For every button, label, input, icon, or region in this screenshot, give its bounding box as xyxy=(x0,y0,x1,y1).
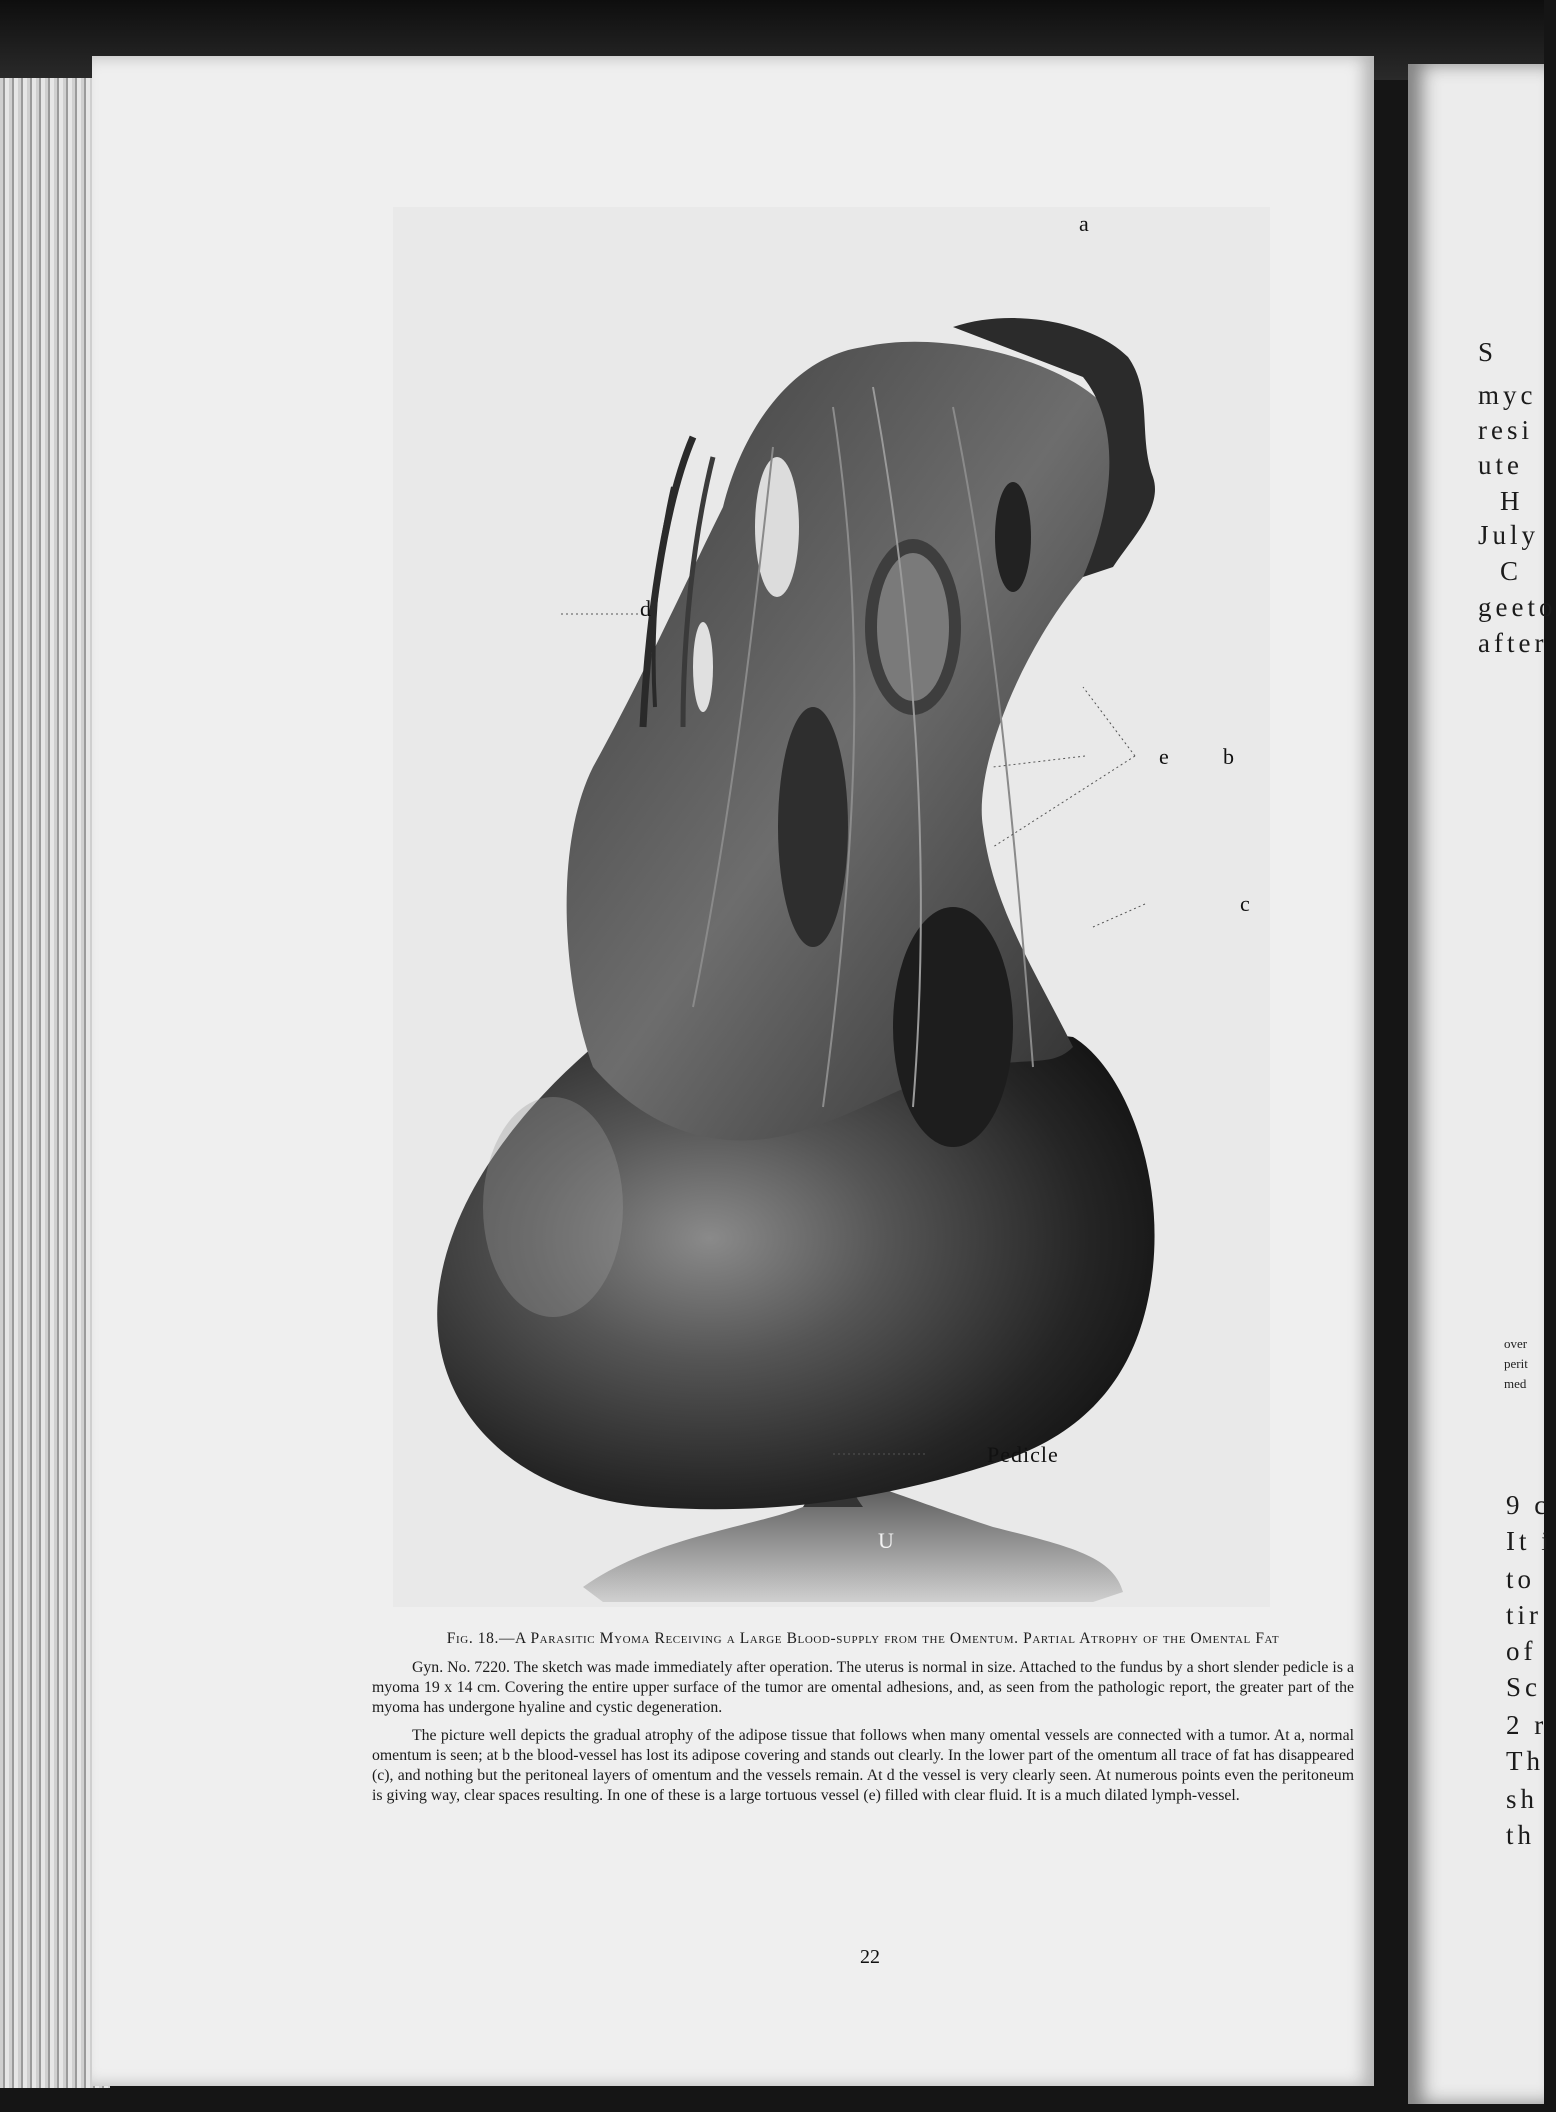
right-fragment-3: resi xyxy=(1478,415,1533,445)
right-fragment-13: tir xyxy=(1506,1600,1542,1630)
right-small-fragment-1: over xyxy=(1504,1336,1528,1351)
figure-title: Fig. 18.—A Parasitic Myoma Receiving a Large Blood-supply from the Omentum. Partial Atrophy of the Omental Fat xyxy=(446,1630,1280,1647)
caption-paragraph-2: The picture well depicts the gradual atrophy of the adipose tissue that follows when many omental vessels are connected with a tumor. At a, normal omentum is seen; at b the blood-vessel has lost its adipose covering and stands out clearly. In the lower part of the omentum all trace of fat has disappeared (c), and nothing but the peritoneal layers of omentum and the vessels remain. At d the vessel is very clearly seen. At numerous points even the peritoneum is giving way, clear spaces resulting. In one of these is a large tortuous vessel (e) filled with clear fluid. It is a much dilated lymph-vessel. xyxy=(372,1727,1354,1804)
figure-label-e: e xyxy=(1159,744,1169,769)
right-fragment-18: sh xyxy=(1506,1784,1539,1814)
figure-label-d: d xyxy=(640,596,651,621)
right-fragment-8: geeto xyxy=(1478,592,1556,622)
right-fragment-6: July xyxy=(1478,520,1540,550)
page-number: 22 xyxy=(860,1946,880,1968)
figure-label-u: U xyxy=(878,1528,894,1553)
figure-label-pedicle: Pedicle xyxy=(987,1442,1059,1467)
figure-label-b: b xyxy=(1223,744,1234,769)
right-fragment-17: Th xyxy=(1506,1746,1544,1776)
right-fragment-4: ute xyxy=(1478,450,1523,480)
figure-illustration xyxy=(393,207,1270,1607)
figure-caption xyxy=(372,1628,1354,1806)
right-fragment-15: Sc xyxy=(1506,1672,1541,1702)
right-fragment-19: th xyxy=(1506,1820,1536,1850)
figure-label-a: a xyxy=(1079,211,1089,236)
right-fragment-14: of xyxy=(1506,1636,1537,1666)
right-fragment-7: C xyxy=(1500,556,1523,586)
right-fragment-16: 2 r xyxy=(1506,1710,1548,1740)
figure-label-c: c xyxy=(1240,891,1250,916)
right-fragment-1: S xyxy=(1478,337,1498,367)
right-small-fragment-2: perit xyxy=(1504,1356,1528,1371)
caption-paragraph-1: Gyn. No. 7220. The sketch was made immediately after operation. The uterus is normal in size. Attached to the fundus by a short slender pedicle is a myoma 19 x 14 cm. Covering the entire upper surface of the tumor are omental adhesions, and, as seen from the pathologic report, the greater part of the myoma has undergone hyaline and cystic degeneration. xyxy=(372,1659,1354,1716)
right-fragment-5: H xyxy=(1500,486,1524,516)
right-fragment-9: after xyxy=(1478,628,1548,658)
right-fragment-12: to xyxy=(1506,1564,1536,1594)
right-fragment-2: myc xyxy=(1478,380,1537,410)
right-fragment-11: It i xyxy=(1506,1526,1553,1556)
right-small-fragment-3: med xyxy=(1504,1376,1527,1391)
right-fragment-10: 9 c xyxy=(1506,1490,1551,1520)
